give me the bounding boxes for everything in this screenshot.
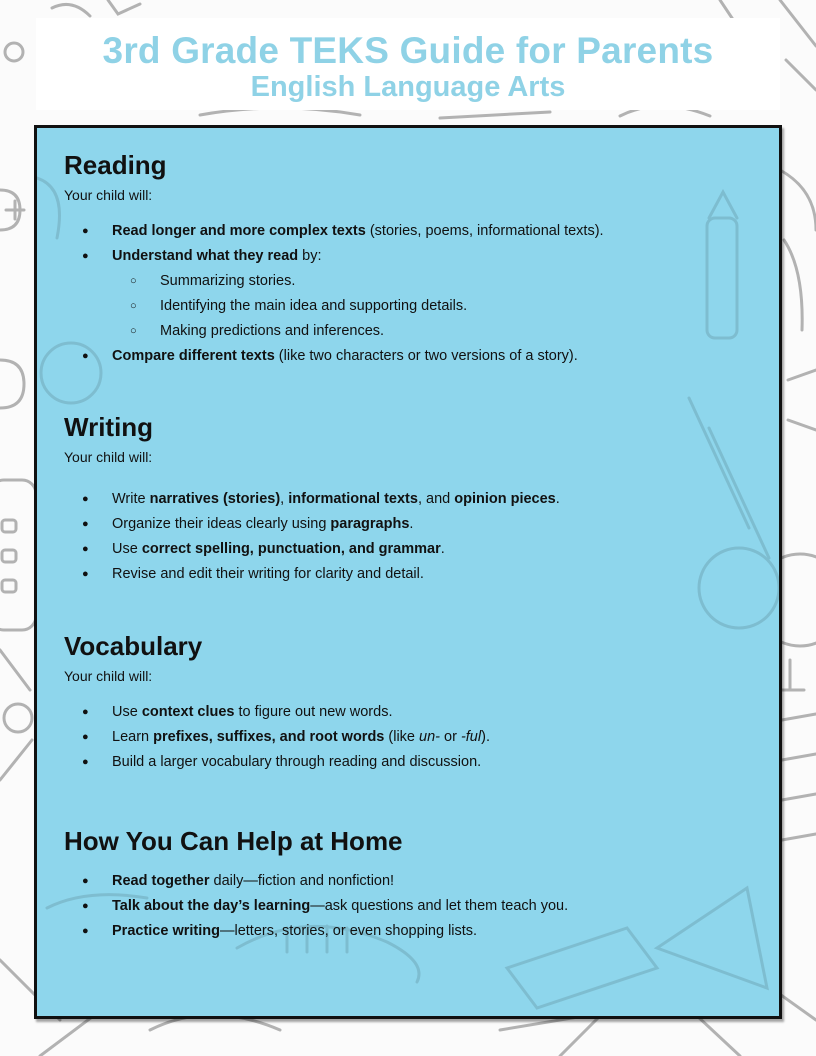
list-item: ● Learn prefixes, suffixes, and root words (like un- or -ful). <box>64 728 754 746</box>
calculator-doodle-icon <box>0 480 36 630</box>
scissors-doodle-icon <box>4 704 32 732</box>
page-subtitle: English Language Arts <box>250 71 566 103</box>
vocabulary-list <box>64 703 754 771</box>
title-banner <box>36 18 780 110</box>
writing-list <box>64 490 754 583</box>
list-item: ● Use context clues to figure out new words. <box>64 703 754 721</box>
page-title: 3rd Grade TEKS Guide for Parents <box>102 30 714 71</box>
help-list <box>64 872 754 940</box>
list-item: ● Compare different texts (like two characters or two versions of a story). <box>64 347 754 365</box>
writing-intro: Your child will: <box>64 449 153 465</box>
writing-heading: Writing <box>64 412 154 442</box>
list-item: ● Revise and edit their writing for clarity and detail. <box>64 565 754 583</box>
sub-list-item: ○ Identifying the main idea and supporting details. <box>64 297 754 315</box>
reading-intro: Your child will: <box>64 187 153 203</box>
list-item: ● Practice writing—letters, stories, or even shopping lists. <box>64 922 754 940</box>
reading-heading: Reading <box>64 150 167 180</box>
reading-list <box>64 222 754 265</box>
reading-list-end <box>64 347 754 365</box>
list-item: ● Talk about the day’s learning—ask questions and let them teach you. <box>64 897 754 915</box>
sub-list-item: ○ Making predictions and inferences. <box>64 322 754 340</box>
list-item: ● Read together daily—fiction and nonfiction! <box>64 872 754 890</box>
help-heading: How You Can Help at Home <box>64 826 403 856</box>
eraser-doodle-icon <box>507 928 657 1008</box>
list-item: ● Write narratives (stories), informational texts, and opinion pieces. <box>64 490 754 508</box>
writing-section <box>64 412 754 583</box>
vocabulary-section <box>64 631 754 771</box>
notebook-doodle-icon <box>782 714 816 840</box>
list-item: ● Read longer and more complex texts (stories, poems, informational texts). <box>64 222 754 240</box>
content-panel <box>34 125 782 1019</box>
circle-doodle-icon <box>5 43 23 61</box>
list-item: ● Use correct spelling, punctuation, and grammar. <box>64 540 754 558</box>
vocabulary-heading: Vocabulary <box>64 631 203 661</box>
list-item: ● Organize their ideas clearly using paragraphs. <box>64 515 754 533</box>
vocabulary-intro: Your child will: <box>64 668 153 684</box>
reading-sublist <box>64 272 754 340</box>
puzzle-piece-doodle-icon <box>37 178 60 238</box>
reading-section <box>64 150 754 365</box>
help-section <box>64 826 754 940</box>
list-item: ● Build a larger vocabulary through reading and discussion. <box>64 753 754 771</box>
list-item: ● Understand what they read by: <box>64 247 754 265</box>
sub-list-item: ○ Summarizing stories. <box>64 272 754 290</box>
